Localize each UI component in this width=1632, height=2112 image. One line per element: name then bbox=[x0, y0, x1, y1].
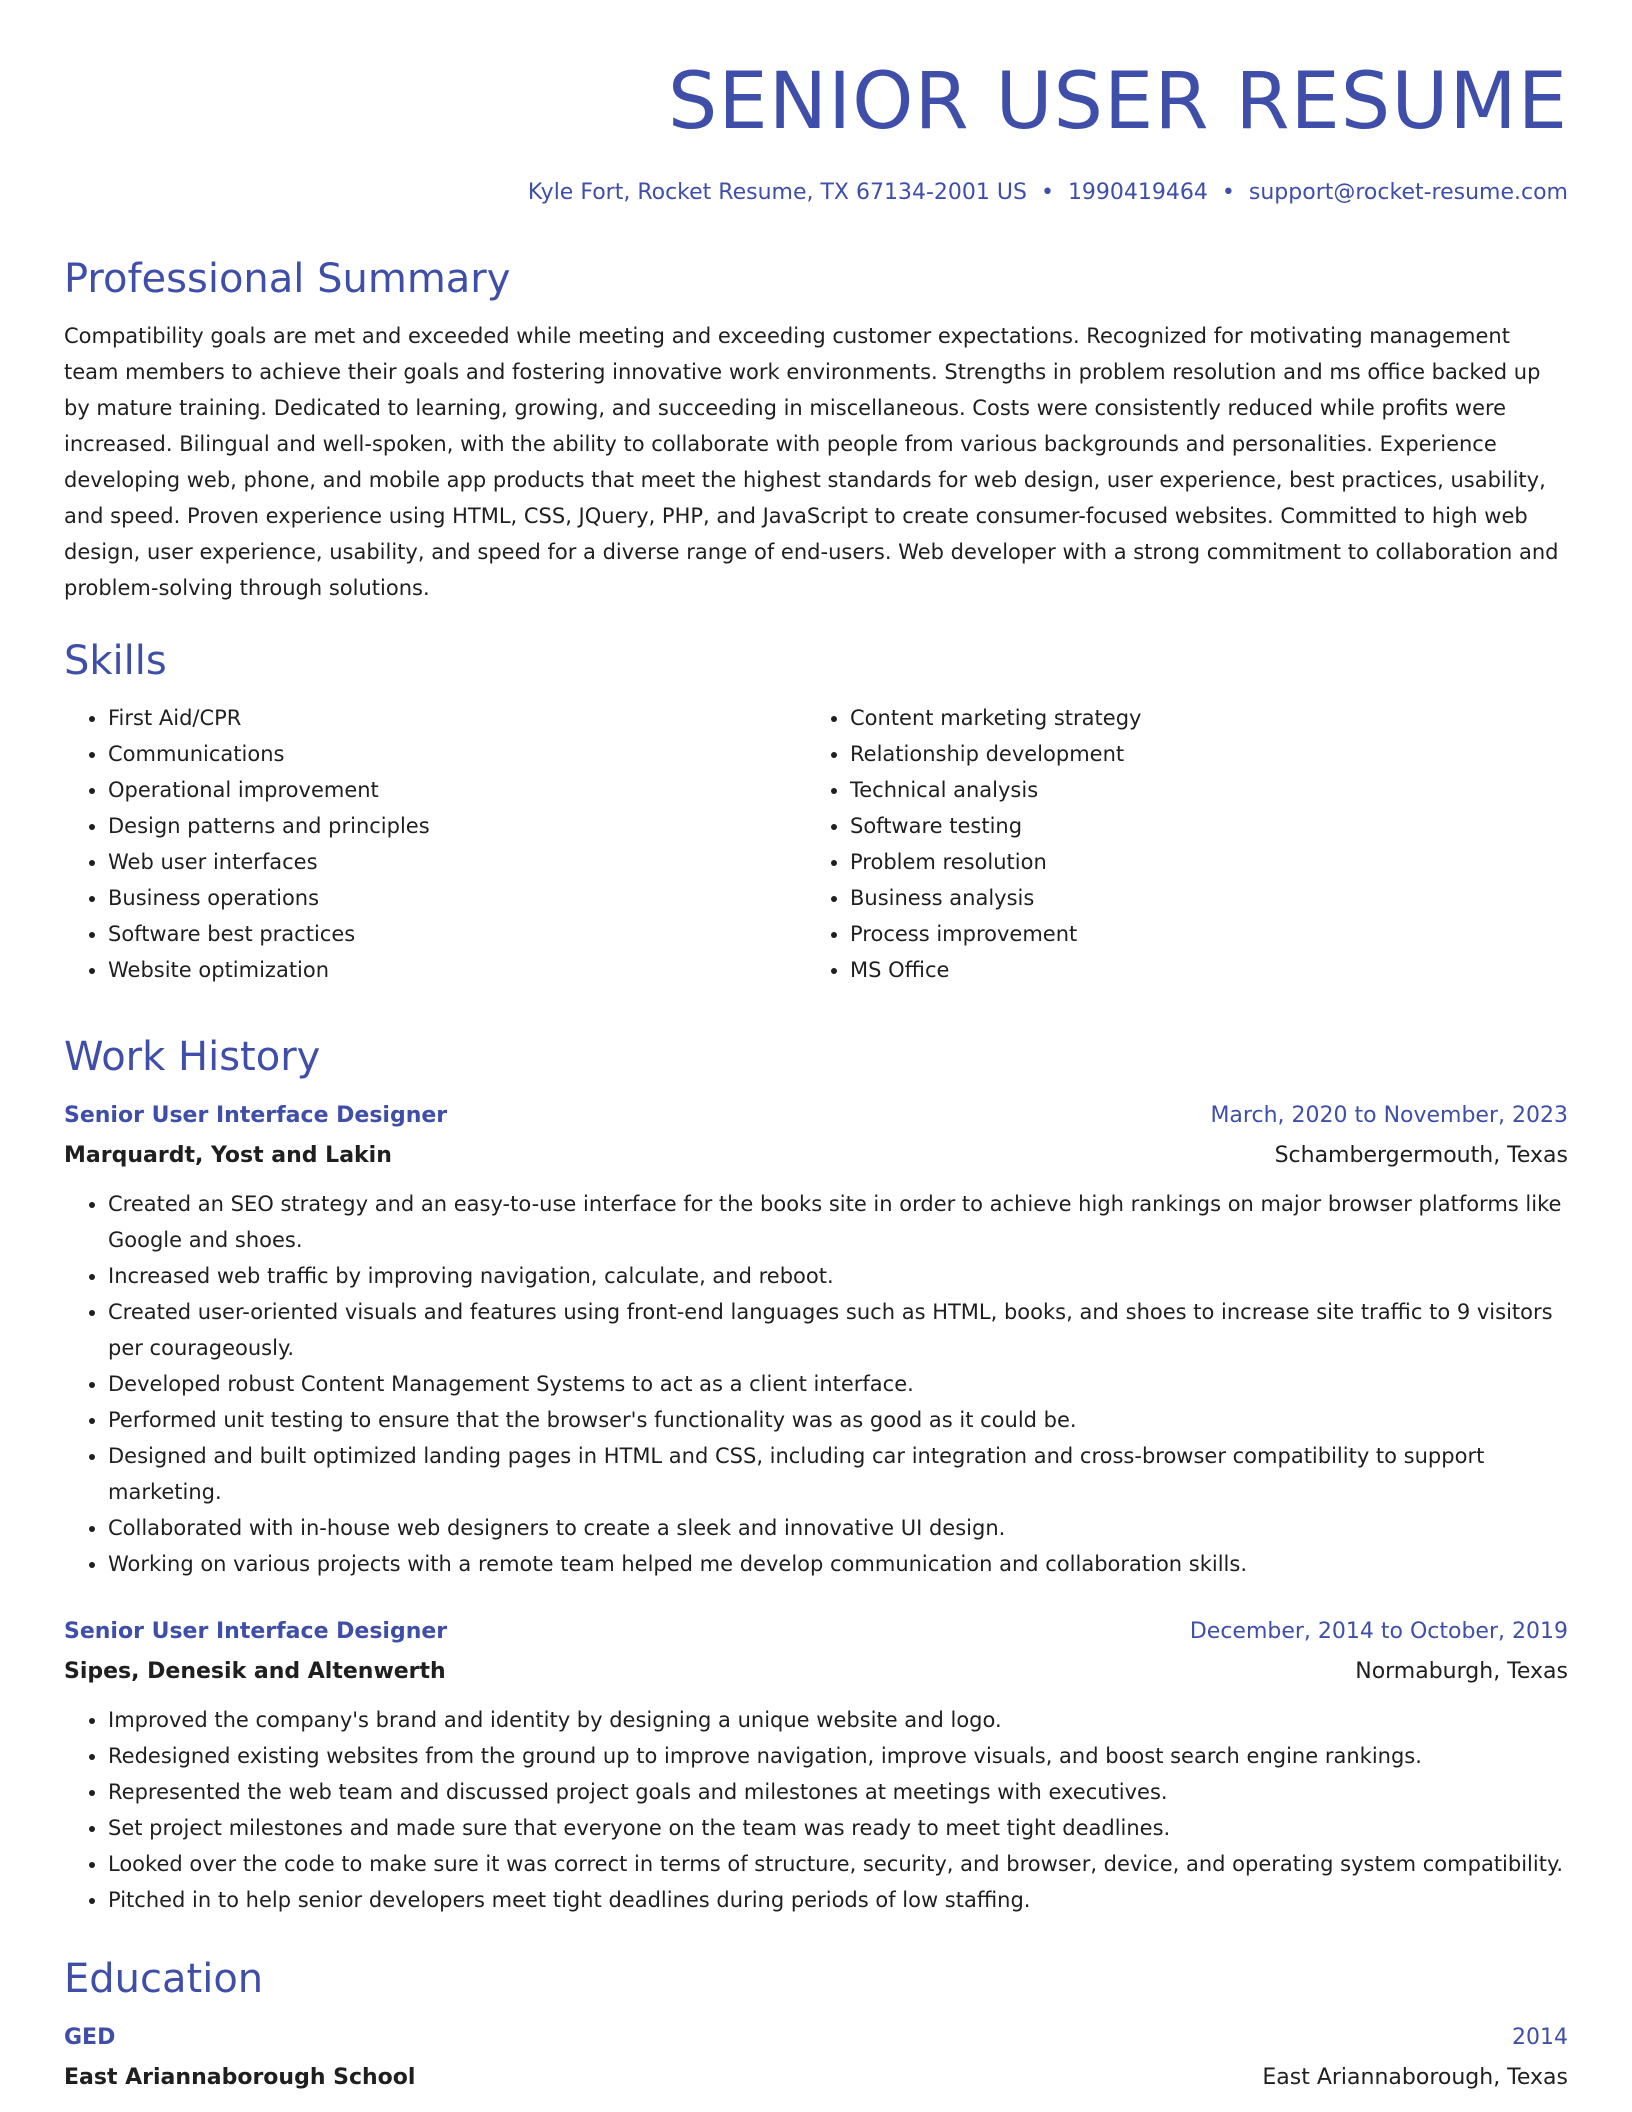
skill-item: • Software testing bbox=[850, 808, 1548, 844]
contact-address: Kyle Fort, Rocket Resume, TX 67134-2001 US bbox=[527, 180, 1027, 205]
contact-line bbox=[64, 178, 1568, 208]
resume-title: SENIOR USER RESUME bbox=[667, 57, 1568, 147]
contact-separator: • bbox=[1040, 180, 1054, 205]
job-company-row bbox=[64, 1652, 1568, 1692]
education-school: East Ariannaborough School bbox=[64, 2065, 416, 2090]
job-role: Senior User Interface Designer bbox=[64, 1619, 448, 1644]
work-history-heading: Work History bbox=[64, 1034, 321, 1080]
job-bullet: • Performed unit testing to ensure that the browser's functionality was as good as it could be. bbox=[108, 1402, 1568, 1438]
contact-phone: 1990419464 bbox=[1067, 180, 1208, 205]
skill-item: • Business operations bbox=[108, 880, 806, 916]
job-bullet: • Improved the company's brand and identity by designing a unique website and logo. bbox=[108, 1702, 1568, 1738]
job-header-row bbox=[64, 1096, 1568, 1136]
job-entry bbox=[64, 1612, 1568, 1918]
summary-text: Compatibility goals are met and exceeded while meeting and exceeding customer expectations. Recognized for motivating management team members to achieve their goals and fostering innovative work environments. Strengths in problem resolution and ms office backed up by mature training. Dedicated to learning, growing, and succeeding in miscellaneous. Costs were consistently reduced while profits were increased. Bilingual and well-spoken, with the ability to collaborate with people from various backgrounds and personalities. Experience developing web, phone, and mobile app products that meet the highest standards for web design, user experience, best practices, usability, and speed. Proven experience using HTML, CSS, JQuery, PHP, and JavaScript to create consumer-focused websites. Committed to high web design, user experience, usability, and speed for a diverse range of end-users. Web developer with a strong commitment to collaboration and problem-solving through solutions. bbox=[64, 324, 1559, 600]
job-bullet: • Increased web traffic by improving navigation, calculate, and reboot. bbox=[108, 1258, 1568, 1294]
skill-item: • Relationship development bbox=[850, 736, 1548, 772]
job-company: Marquardt, Yost and Lakin bbox=[64, 1143, 392, 1168]
job-bullet: • Set project milestones and made sure that everyone on the team was ready to meet tight deadlines. bbox=[108, 1810, 1568, 1846]
skill-item: • Operational improvement bbox=[108, 772, 806, 808]
skill-item: • Design patterns and principles bbox=[108, 808, 806, 844]
job-bullets bbox=[64, 1186, 1568, 1582]
skill-item: • Website optimization bbox=[108, 952, 806, 988]
education-heading: Education bbox=[64, 1956, 264, 2002]
job-company: Sipes, Denesik and Altenwerth bbox=[64, 1659, 446, 1684]
skill-item: • Business analysis bbox=[850, 880, 1548, 916]
skill-item: • MS Office bbox=[850, 952, 1548, 988]
education-header-row bbox=[64, 2018, 1568, 2058]
job-header-row bbox=[64, 1612, 1568, 1652]
job-bullet: • Designed and built optimized landing pages in HTML and CSS, including car integration and cross-browser compatibility to support marketing. bbox=[108, 1438, 1568, 1510]
job-bullet: • Created an SEO strategy and an easy-to-use interface for the books site in order to achieve high rankings on major browser platforms like Google and shoes. bbox=[108, 1186, 1568, 1258]
job-bullet: • Working on various projects with a remote team helped me develop communication and collaboration skills. bbox=[108, 1546, 1568, 1582]
education-year: 2014 bbox=[1512, 2025, 1568, 2050]
job-entry bbox=[64, 1096, 1568, 1582]
education-location: East Ariannaborough, Texas bbox=[1262, 2065, 1568, 2090]
skill-item: • First Aid/CPR bbox=[108, 700, 806, 736]
job-bullet: • Created user-oriented visuals and features using front-end languages such as HTML, books, and shoes to increase site traffic to 9 visitors per courageously. bbox=[108, 1294, 1568, 1366]
skills-heading: Skills bbox=[64, 638, 167, 684]
education-school-row bbox=[64, 2058, 1568, 2098]
job-dates: December, 2014 to October, 2019 bbox=[1189, 1619, 1568, 1644]
job-bullets bbox=[64, 1702, 1568, 1918]
job-bullet: • Looked over the code to make sure it was correct in terms of structure, security, and browser, device, and operating system compatibility. bbox=[108, 1846, 1568, 1882]
skill-item: • Technical analysis bbox=[850, 772, 1548, 808]
skills-list bbox=[64, 700, 1568, 988]
job-role: Senior User Interface Designer bbox=[64, 1103, 448, 1128]
job-location: Schambergermouth, Texas bbox=[1274, 1143, 1568, 1168]
job-bullet: • Represented the web team and discussed project goals and milestones at meetings with executives. bbox=[108, 1774, 1568, 1810]
job-bullet: • Collaborated with in-house web designers to create a sleek and innovative UI design. bbox=[108, 1510, 1568, 1546]
skill-item: • Process improvement bbox=[850, 916, 1548, 952]
skill-item: • Communications bbox=[108, 736, 806, 772]
skill-item: • Problem resolution bbox=[850, 844, 1548, 880]
summary-heading: Professional Summary bbox=[64, 256, 511, 302]
job-location: Normaburgh, Texas bbox=[1355, 1659, 1568, 1684]
contact-separator: • bbox=[1221, 180, 1235, 205]
skill-item: • Content marketing strategy bbox=[850, 700, 1548, 736]
job-bullet: • Redesigned existing websites from the ground up to improve navigation, improve visuals, and boost search engine rankings. bbox=[108, 1738, 1568, 1774]
contact-email: support@rocket-resume.com bbox=[1248, 180, 1568, 205]
job-company-row bbox=[64, 1136, 1568, 1176]
skill-item: • Web user interfaces bbox=[108, 844, 806, 880]
skills-column-left bbox=[64, 700, 806, 988]
job-bullet: • Pitched in to help senior developers meet tight deadlines during periods of low staffing. bbox=[108, 1882, 1568, 1918]
job-bullet: • Developed robust Content Management Systems to act as a client interface. bbox=[108, 1366, 1568, 1402]
skill-item: • Software best practices bbox=[108, 916, 806, 952]
job-dates: March, 2020 to November, 2023 bbox=[1210, 1103, 1568, 1128]
education-entry bbox=[64, 2018, 1568, 2098]
skills-column-right bbox=[806, 700, 1548, 988]
education-degree: GED bbox=[64, 2025, 116, 2050]
